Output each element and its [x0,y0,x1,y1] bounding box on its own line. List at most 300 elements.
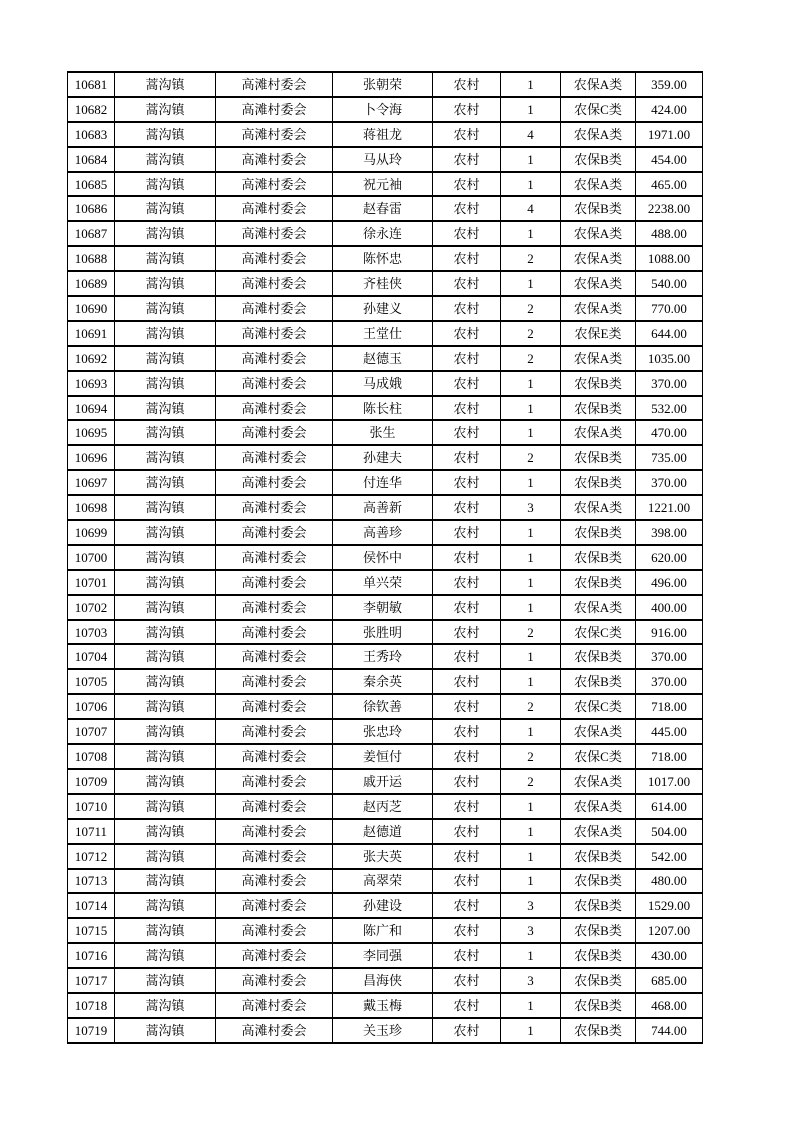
cell-person-name: 孙建义 [333,296,433,321]
cell-amount: 496.00 [636,570,703,595]
cell-insurance-class: 农保B类 [561,869,636,894]
cell-insurance-class: 农保A类 [561,271,636,296]
cell-town: 蒿沟镇 [115,893,216,918]
cell-person-name: 张夫英 [333,844,433,869]
cell-town: 蒿沟镇 [115,122,216,147]
cell-residence-type: 农村 [433,844,501,869]
cell-village-committee: 高滩村委会 [216,246,333,271]
records-table [67,71,703,1044]
cell-residence-type: 农村 [433,769,501,794]
cell-amount: 916.00 [636,620,703,645]
cell-person-name: 张忠玲 [333,719,433,744]
cell-amount: 445.00 [636,719,703,744]
table-row [68,669,703,694]
cell-town: 蒿沟镇 [115,371,216,396]
cell-record-id: 10707 [68,719,115,744]
cell-insurance-class: 农保A类 [561,346,636,371]
cell-person-name: 齐桂侠 [333,271,433,296]
cell-person-count: 3 [501,495,561,520]
cell-person-count: 1 [501,72,561,97]
cell-insurance-class: 农保E类 [561,321,636,346]
cell-town: 蒿沟镇 [115,147,216,172]
cell-record-id: 10702 [68,595,115,620]
table-row [68,196,703,221]
cell-town: 蒿沟镇 [115,943,216,968]
cell-insurance-class: 农保B类 [561,844,636,869]
cell-village-committee: 高滩村委会 [216,943,333,968]
cell-town: 蒿沟镇 [115,221,216,246]
table-row [68,545,703,570]
cell-insurance-class: 农保A类 [561,595,636,620]
cell-person-name: 李同强 [333,943,433,968]
table-row [68,744,703,769]
cell-person-count: 1 [501,644,561,669]
cell-residence-type: 农村 [433,694,501,719]
cell-village-committee: 高滩村委会 [216,296,333,321]
cell-village-committee: 高滩村委会 [216,595,333,620]
cell-residence-type: 农村 [433,570,501,595]
cell-residence-type: 农村 [433,644,501,669]
cell-person-name: 单兴荣 [333,570,433,595]
cell-person-count: 1 [501,595,561,620]
cell-person-name: 李朝敏 [333,595,433,620]
table-row [68,595,703,620]
cell-record-id: 10715 [68,918,115,943]
cell-person-count: 1 [501,97,561,122]
cell-person-name: 戚开运 [333,769,433,794]
table-row [68,97,703,122]
table-row [68,445,703,470]
cell-record-id: 10711 [68,819,115,844]
cell-amount: 614.00 [636,794,703,819]
table-row [68,520,703,545]
cell-amount: 644.00 [636,321,703,346]
cell-amount: 370.00 [636,644,703,669]
cell-residence-type: 农村 [433,445,501,470]
table-row [68,719,703,744]
cell-person-count: 3 [501,968,561,993]
cell-amount: 468.00 [636,993,703,1018]
cell-village-committee: 高滩村委会 [216,221,333,246]
cell-amount: 370.00 [636,669,703,694]
cell-residence-type: 农村 [433,321,501,346]
cell-record-id: 10704 [68,644,115,669]
cell-person-name: 戴玉梅 [333,993,433,1018]
cell-insurance-class: 农保A类 [561,719,636,744]
cell-amount: 620.00 [636,545,703,570]
cell-person-count: 2 [501,296,561,321]
table-row [68,819,703,844]
cell-person-name: 赵春雷 [333,196,433,221]
cell-village-committee: 高滩村委会 [216,495,333,520]
cell-person-name: 王秀玲 [333,644,433,669]
cell-record-id: 10689 [68,271,115,296]
cell-amount: 359.00 [636,72,703,97]
cell-town: 蒿沟镇 [115,172,216,197]
cell-record-id: 10696 [68,445,115,470]
table-row [68,221,703,246]
cell-insurance-class: 农保B类 [561,943,636,968]
cell-person-count: 1 [501,271,561,296]
cell-person-count: 1 [501,719,561,744]
cell-village-committee: 高滩村委会 [216,570,333,595]
cell-person-count: 2 [501,246,561,271]
cell-record-id: 10693 [68,371,115,396]
cell-town: 蒿沟镇 [115,644,216,669]
cell-insurance-class: 农保A类 [561,122,636,147]
cell-village-committee: 高滩村委会 [216,869,333,894]
cell-insurance-class: 农保B类 [561,445,636,470]
table-row [68,420,703,445]
cell-residence-type: 农村 [433,794,501,819]
cell-insurance-class: 农保B类 [561,396,636,421]
cell-record-id: 10706 [68,694,115,719]
cell-residence-type: 农村 [433,595,501,620]
cell-town: 蒿沟镇 [115,794,216,819]
cell-amount: 480.00 [636,869,703,894]
cell-record-id: 10699 [68,520,115,545]
cell-town: 蒿沟镇 [115,620,216,645]
cell-amount: 718.00 [636,694,703,719]
cell-village-committee: 高滩村委会 [216,769,333,794]
cell-person-name: 祝元袖 [333,172,433,197]
cell-person-name: 赵丙芝 [333,794,433,819]
table-row [68,72,703,97]
cell-village-committee: 高滩村委会 [216,893,333,918]
cell-residence-type: 农村 [433,420,501,445]
cell-person-count: 2 [501,445,561,470]
cell-insurance-class: 农保B类 [561,968,636,993]
cell-residence-type: 农村 [433,968,501,993]
table-row [68,296,703,321]
cell-person-name: 王堂仕 [333,321,433,346]
cell-residence-type: 农村 [433,719,501,744]
table-row [68,470,703,495]
cell-record-id: 10716 [68,943,115,968]
cell-village-committee: 高滩村委会 [216,346,333,371]
cell-village-committee: 高滩村委会 [216,396,333,421]
cell-person-name: 徐永连 [333,221,433,246]
table-row [68,694,703,719]
cell-village-committee: 高滩村委会 [216,97,333,122]
table-row [68,147,703,172]
cell-record-id: 10691 [68,321,115,346]
table-row [68,918,703,943]
cell-person-count: 1 [501,819,561,844]
cell-person-count: 1 [501,520,561,545]
cell-insurance-class: 农保B类 [561,918,636,943]
cell-amount: 1035.00 [636,346,703,371]
cell-amount: 532.00 [636,396,703,421]
cell-record-id: 10686 [68,196,115,221]
cell-amount: 465.00 [636,172,703,197]
cell-record-id: 10708 [68,744,115,769]
cell-person-name: 马成娥 [333,371,433,396]
cell-record-id: 10681 [68,72,115,97]
cell-residence-type: 农村 [433,819,501,844]
cell-town: 蒿沟镇 [115,968,216,993]
cell-record-id: 10698 [68,495,115,520]
cell-record-id: 10718 [68,993,115,1018]
cell-town: 蒿沟镇 [115,769,216,794]
cell-residence-type: 农村 [433,122,501,147]
cell-town: 蒿沟镇 [115,1018,216,1043]
cell-record-id: 10687 [68,221,115,246]
cell-amount: 744.00 [636,1018,703,1043]
cell-insurance-class: 农保B类 [561,1018,636,1043]
cell-village-committee: 高滩村委会 [216,620,333,645]
cell-amount: 718.00 [636,744,703,769]
cell-person-name: 蒋祖龙 [333,122,433,147]
cell-record-id: 10719 [68,1018,115,1043]
cell-person-count: 4 [501,196,561,221]
cell-insurance-class: 农保C类 [561,97,636,122]
cell-town: 蒿沟镇 [115,396,216,421]
cell-amount: 540.00 [636,271,703,296]
table-row [68,346,703,371]
cell-person-name: 孙建夫 [333,445,433,470]
cell-residence-type: 农村 [433,620,501,645]
cell-residence-type: 农村 [433,246,501,271]
cell-record-id: 10717 [68,968,115,993]
cell-amount: 488.00 [636,221,703,246]
cell-village-committee: 高滩村委会 [216,719,333,744]
cell-person-name: 付连华 [333,470,433,495]
cell-town: 蒿沟镇 [115,744,216,769]
cell-amount: 735.00 [636,445,703,470]
cell-person-count: 2 [501,694,561,719]
cell-amount: 1529.00 [636,893,703,918]
cell-person-count: 1 [501,371,561,396]
cell-record-id: 10694 [68,396,115,421]
cell-town: 蒿沟镇 [115,520,216,545]
cell-person-name: 姜恒付 [333,744,433,769]
cell-person-name: 张生 [333,420,433,445]
cell-village-committee: 高滩村委会 [216,122,333,147]
cell-insurance-class: 农保A类 [561,420,636,445]
cell-insurance-class: 农保A类 [561,819,636,844]
table-row [68,620,703,645]
cell-amount: 1017.00 [636,769,703,794]
cell-amount: 1221.00 [636,495,703,520]
cell-village-committee: 高滩村委会 [216,644,333,669]
cell-record-id: 10682 [68,97,115,122]
cell-village-committee: 高滩村委会 [216,844,333,869]
cell-record-id: 10709 [68,769,115,794]
cell-record-id: 10695 [68,420,115,445]
cell-town: 蒿沟镇 [115,445,216,470]
cell-village-committee: 高滩村委会 [216,196,333,221]
cell-amount: 370.00 [636,371,703,396]
cell-insurance-class: 农保B类 [561,520,636,545]
cell-person-count: 1 [501,396,561,421]
cell-village-committee: 高滩村委会 [216,520,333,545]
cell-village-committee: 高滩村委会 [216,445,333,470]
table-row [68,1018,703,1043]
cell-person-count: 1 [501,420,561,445]
cell-record-id: 10701 [68,570,115,595]
cell-record-id: 10688 [68,246,115,271]
cell-insurance-class: 农保B类 [561,644,636,669]
cell-insurance-class: 农保B类 [561,371,636,396]
cell-residence-type: 农村 [433,918,501,943]
cell-person-count: 2 [501,744,561,769]
cell-person-count: 1 [501,844,561,869]
cell-amount: 424.00 [636,97,703,122]
table-row [68,844,703,869]
cell-residence-type: 农村 [433,545,501,570]
cell-amount: 1971.00 [636,122,703,147]
cell-amount: 470.00 [636,420,703,445]
cell-residence-type: 农村 [433,172,501,197]
cell-town: 蒿沟镇 [115,719,216,744]
cell-person-count: 2 [501,321,561,346]
cell-person-count: 3 [501,918,561,943]
cell-person-name: 赵德玉 [333,346,433,371]
cell-insurance-class: 农保A类 [561,172,636,197]
cell-residence-type: 农村 [433,520,501,545]
cell-residence-type: 农村 [433,147,501,172]
cell-residence-type: 农村 [433,396,501,421]
cell-residence-type: 农村 [433,669,501,694]
cell-village-committee: 高滩村委会 [216,694,333,719]
cell-town: 蒿沟镇 [115,72,216,97]
cell-town: 蒿沟镇 [115,993,216,1018]
cell-person-name: 秦余英 [333,669,433,694]
table-row [68,495,703,520]
cell-person-name: 孙建设 [333,893,433,918]
table-row [68,122,703,147]
cell-insurance-class: 农保B类 [561,669,636,694]
cell-person-count: 2 [501,769,561,794]
table-row [68,246,703,271]
cell-residence-type: 农村 [433,271,501,296]
cell-person-name: 陈长柱 [333,396,433,421]
cell-village-committee: 高滩村委会 [216,545,333,570]
cell-amount: 770.00 [636,296,703,321]
table-body [68,72,703,1043]
cell-insurance-class: 农保C类 [561,744,636,769]
cell-person-count: 3 [501,893,561,918]
cell-insurance-class: 农保B类 [561,570,636,595]
cell-town: 蒿沟镇 [115,97,216,122]
cell-record-id: 10683 [68,122,115,147]
cell-town: 蒿沟镇 [115,918,216,943]
cell-town: 蒿沟镇 [115,819,216,844]
cell-village-committee: 高滩村委会 [216,172,333,197]
cell-insurance-class: 农保A类 [561,495,636,520]
cell-insurance-class: 农保B类 [561,196,636,221]
cell-person-count: 1 [501,570,561,595]
cell-insurance-class: 农保B类 [561,470,636,495]
cell-town: 蒿沟镇 [115,296,216,321]
table-row [68,321,703,346]
cell-insurance-class: 农保A类 [561,296,636,321]
cell-town: 蒿沟镇 [115,669,216,694]
cell-person-count: 1 [501,1018,561,1043]
cell-village-committee: 高滩村委会 [216,371,333,396]
cell-record-id: 10703 [68,620,115,645]
cell-amount: 542.00 [636,844,703,869]
cell-village-committee: 高滩村委会 [216,420,333,445]
cell-village-committee: 高滩村委会 [216,993,333,1018]
table-row [68,794,703,819]
cell-residence-type: 农村 [433,371,501,396]
cell-person-count: 1 [501,943,561,968]
cell-person-count: 1 [501,993,561,1018]
cell-person-name: 关玉珍 [333,1018,433,1043]
cell-person-count: 1 [501,545,561,570]
cell-residence-type: 农村 [433,296,501,321]
cell-person-name: 高善新 [333,495,433,520]
cell-residence-type: 农村 [433,346,501,371]
table-row [68,769,703,794]
cell-record-id: 10714 [68,893,115,918]
cell-record-id: 10684 [68,147,115,172]
cell-town: 蒿沟镇 [115,470,216,495]
cell-town: 蒿沟镇 [115,570,216,595]
cell-amount: 400.00 [636,595,703,620]
cell-person-count: 4 [501,122,561,147]
cell-town: 蒿沟镇 [115,246,216,271]
cell-village-committee: 高滩村委会 [216,968,333,993]
table-row [68,968,703,993]
cell-residence-type: 农村 [433,893,501,918]
cell-insurance-class: 农保A类 [561,769,636,794]
cell-insurance-class: 农保C类 [561,620,636,645]
cell-residence-type: 农村 [433,993,501,1018]
cell-insurance-class: 农保B类 [561,893,636,918]
cell-amount: 1207.00 [636,918,703,943]
cell-town: 蒿沟镇 [115,321,216,346]
cell-village-committee: 高滩村委会 [216,72,333,97]
cell-person-name: 卜令海 [333,97,433,122]
cell-record-id: 10700 [68,545,115,570]
cell-amount: 1088.00 [636,246,703,271]
cell-town: 蒿沟镇 [115,869,216,894]
cell-record-id: 10692 [68,346,115,371]
cell-town: 蒿沟镇 [115,420,216,445]
cell-person-count: 1 [501,869,561,894]
cell-amount: 370.00 [636,470,703,495]
cell-insurance-class: 农保C类 [561,694,636,719]
table-row [68,271,703,296]
cell-residence-type: 农村 [433,744,501,769]
cell-record-id: 10712 [68,844,115,869]
cell-village-committee: 高滩村委会 [216,794,333,819]
cell-person-count: 1 [501,794,561,819]
cell-record-id: 10705 [68,669,115,694]
cell-record-id: 10697 [68,470,115,495]
cell-person-count: 1 [501,470,561,495]
cell-residence-type: 农村 [433,221,501,246]
cell-village-committee: 高滩村委会 [216,470,333,495]
cell-person-name: 高翠荣 [333,869,433,894]
cell-town: 蒿沟镇 [115,196,216,221]
cell-village-committee: 高滩村委会 [216,271,333,296]
cell-residence-type: 农村 [433,869,501,894]
cell-town: 蒿沟镇 [115,844,216,869]
cell-insurance-class: 农保A类 [561,221,636,246]
cell-insurance-class: 农保B类 [561,147,636,172]
cell-person-name: 陈怀忠 [333,246,433,271]
cell-residence-type: 农村 [433,470,501,495]
cell-insurance-class: 农保A类 [561,72,636,97]
cell-amount: 685.00 [636,968,703,993]
cell-residence-type: 农村 [433,72,501,97]
cell-village-committee: 高滩村委会 [216,819,333,844]
cell-insurance-class: 农保A类 [561,246,636,271]
